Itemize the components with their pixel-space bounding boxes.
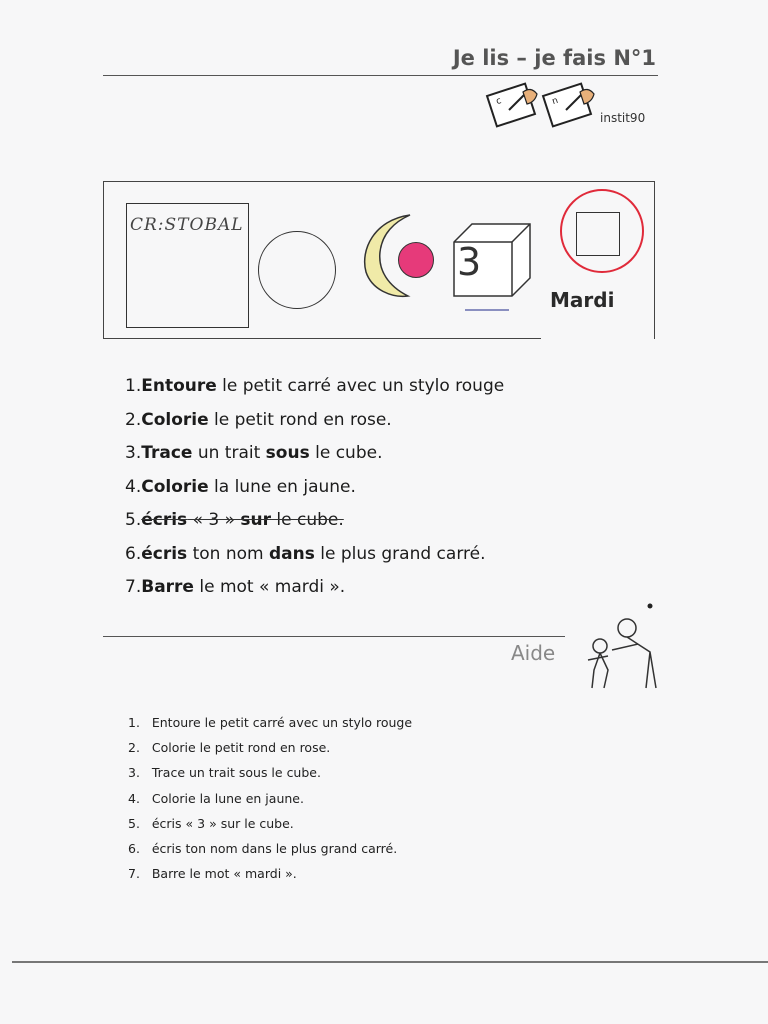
help-rule [103, 636, 565, 637]
help-list-item: 5. écris « 3 » sur le cube. [128, 815, 294, 831]
help-list-item: 1. Entoure le petit carré avec un stylo rouge [128, 715, 413, 730]
help-list [128, 710, 412, 886]
helping-people-icon [578, 600, 668, 692]
writing-card-icon: c [486, 82, 536, 127]
day-word: Mardi [550, 288, 615, 312]
list-item: 6.écris ton nom dans le plus grand carré. [125, 543, 486, 564]
help-list-item: 7. Barre le mot « mardi ». [128, 866, 297, 882]
list-item: 2.Colorie le petit rond en rose. [125, 409, 392, 430]
author-credit: instit90 [600, 111, 646, 125]
worksheet-title: Je lis – je fais N°1 [452, 46, 656, 70]
trait-under-cube [465, 309, 509, 311]
hand-pencil-icon [562, 84, 598, 114]
help-list-item: 4. Colorie la lune en jaune. [128, 790, 304, 806]
list-item: 5.écris « 3 » sur le cube. [125, 510, 344, 530]
help-list-item: 6. écris ton nom dans le plus grand carré. [128, 841, 398, 857]
pink-dot [398, 242, 434, 278]
small-square [576, 212, 620, 256]
list-item: 1.Entoure le petit carré avec un stylo rouge [125, 376, 505, 396]
cube-number: 3 [457, 240, 482, 284]
circle-shape [258, 231, 336, 309]
help-label: Aide [511, 641, 556, 665]
list-item: 7.Barre le mot « mardi ». [125, 577, 346, 597]
title-rule [103, 75, 658, 76]
help-list-item: 2. Colorie le petit rond en rose. [128, 740, 331, 756]
figure-frame-bottom [103, 338, 541, 339]
list-item: 4.Colorie la lune en jaune. [125, 476, 356, 497]
instruction-list [125, 370, 504, 605]
list-item: 3.Trace un trait sous le cube. [125, 443, 383, 463]
handwritten-name: CR:STOBAL [130, 215, 244, 235]
hand-pencil-icon [505, 84, 541, 114]
page-bottom-rule [12, 961, 768, 963]
name-card-icon: n [542, 82, 592, 127]
help-list-item: 3. Trace un trait sous le cube. [128, 765, 321, 781]
